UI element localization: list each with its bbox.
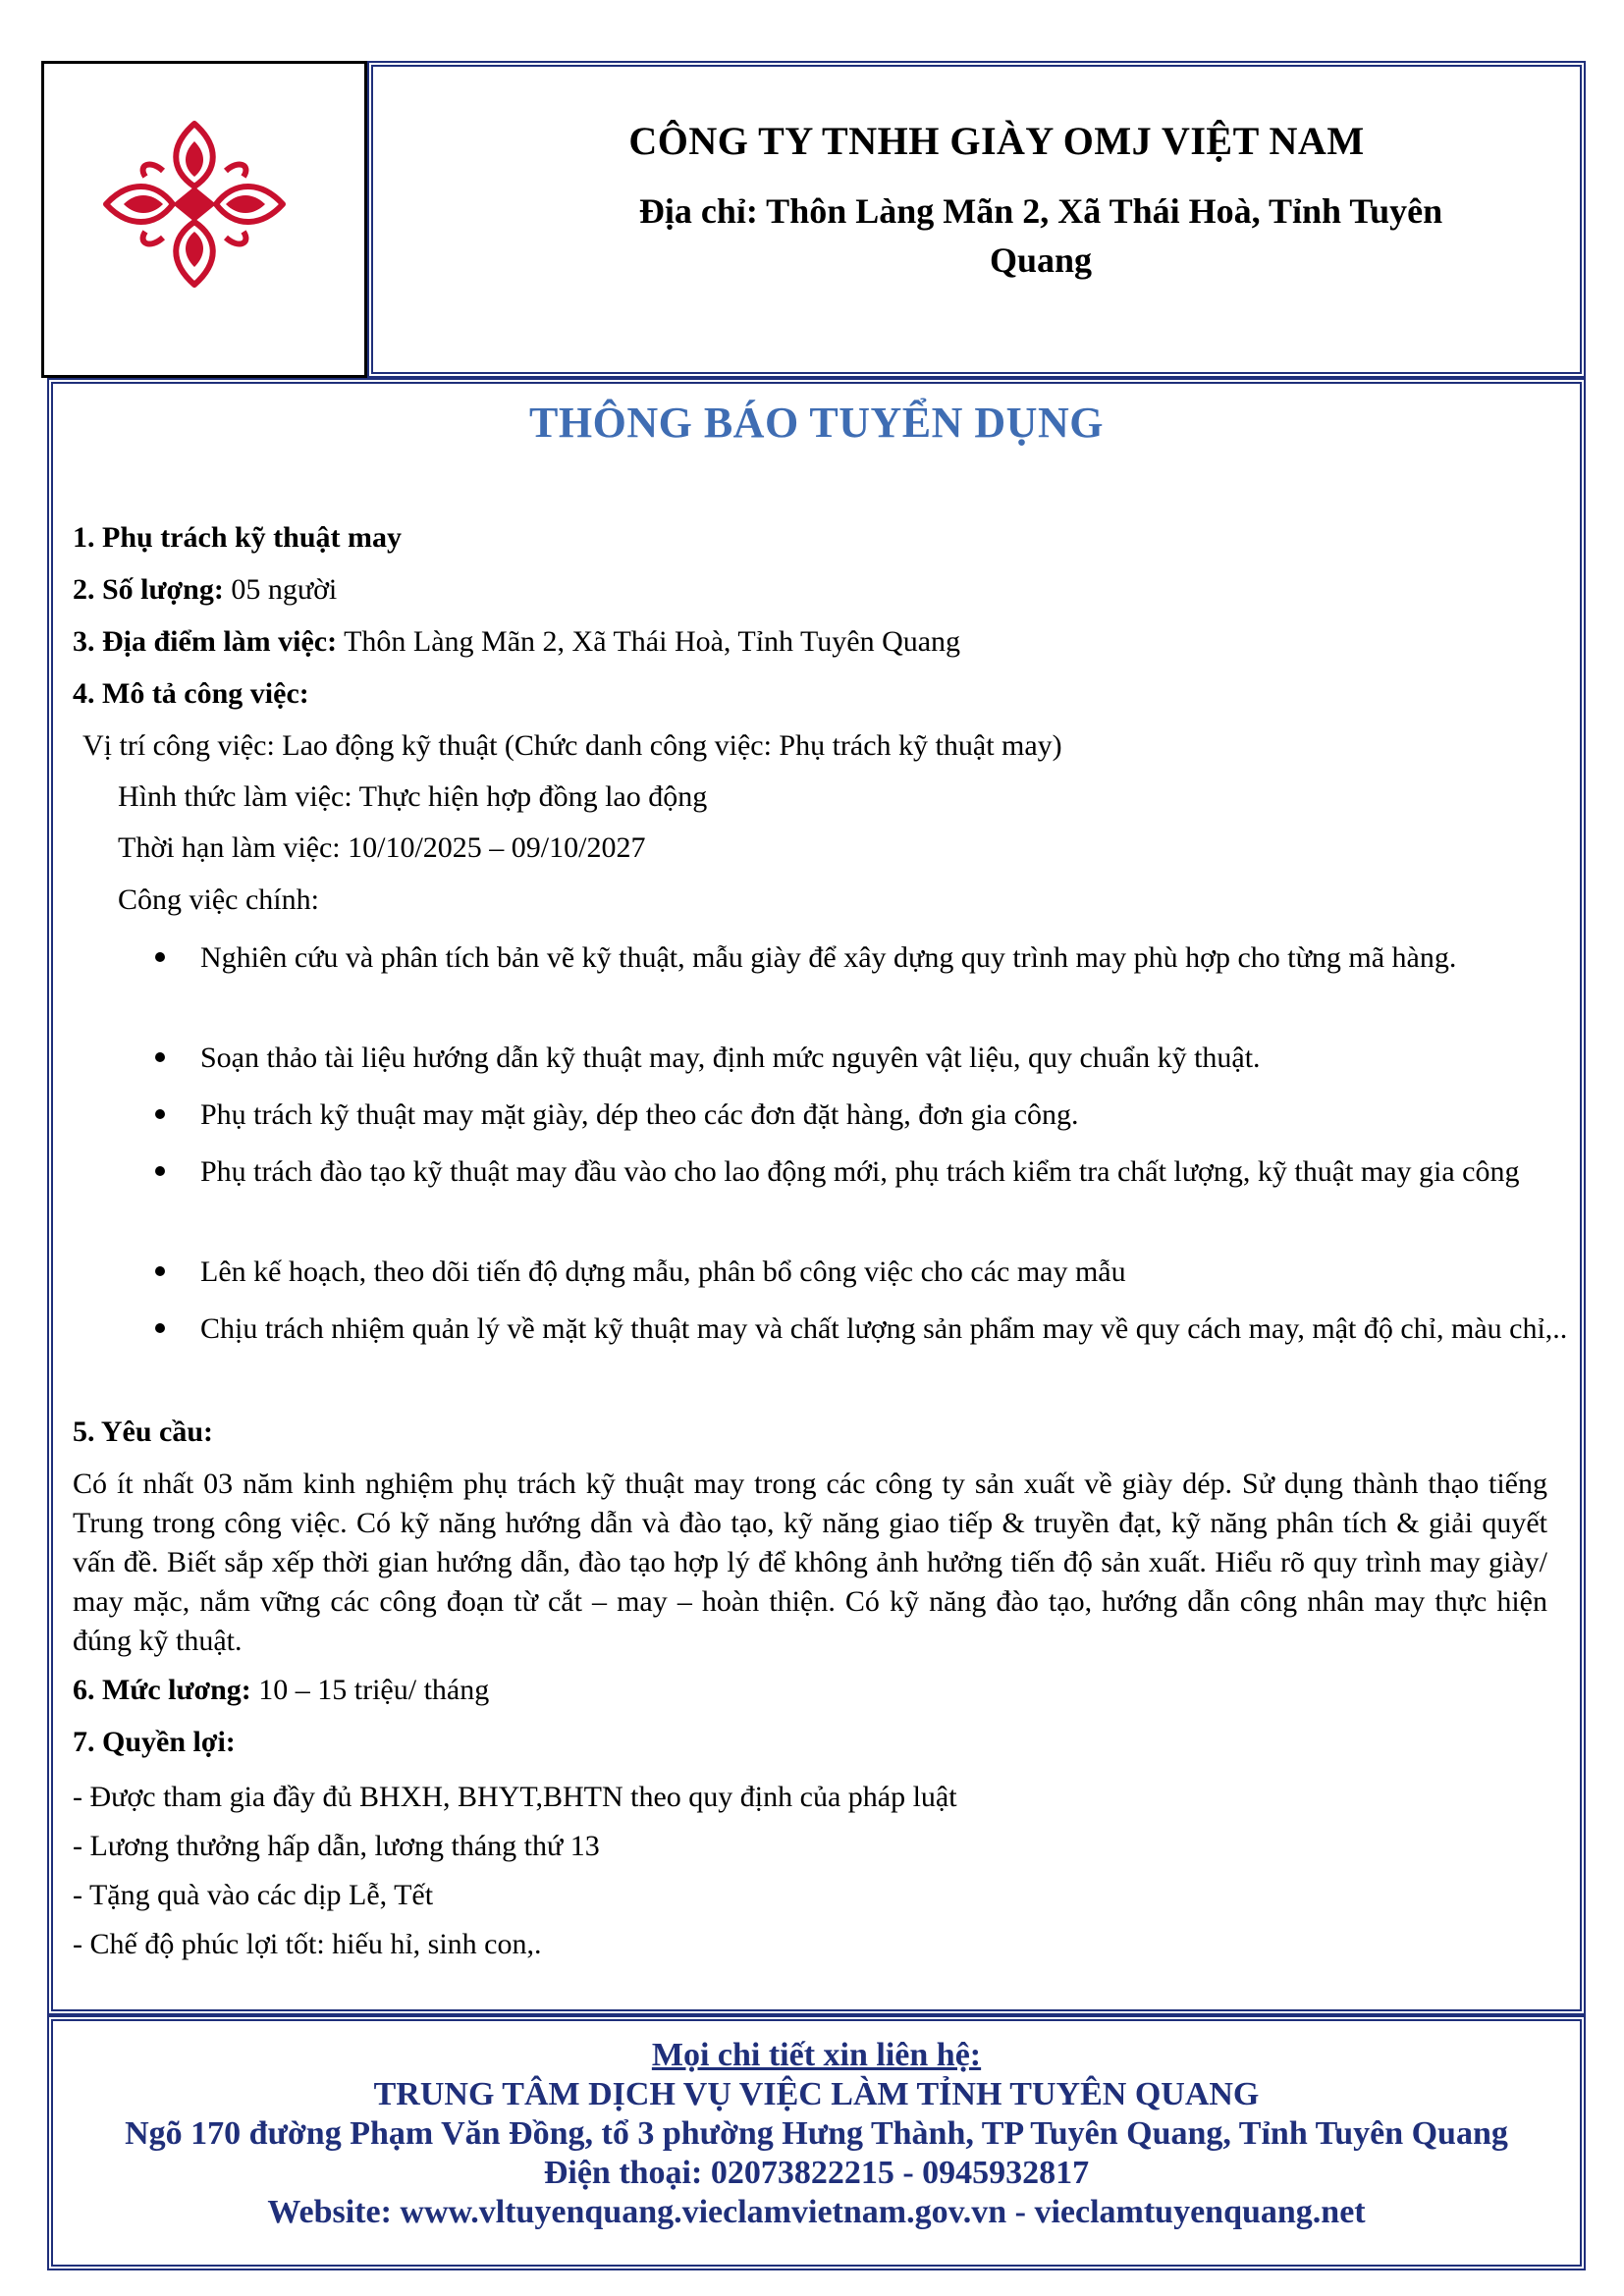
center-address: Ngõ 170 đường Phạm Văn Đồng, tổ 3 phường Hưng Thành, TP Tuyên Quang, Tỉnh Tuyên Quang [125,2115,1508,2152]
task-item: Phụ trách kỹ thuật may mặt giày, dép theo các đơn đặt hàng, đơn gia công. [200,1095,1619,1135]
contact-phone: Điện thoại: 02073822215 - 0945932817 [543,2155,1090,2191]
benefit-item: - Tặng quà vào các dịp Lễ, Tết [73,1879,434,1911]
company-address-line-2: Quang [989,240,1093,280]
work-duration: Thời hạn làm việc: 10/10/2025 – 09/10/2027 [118,831,646,864]
task-item: Soạn thảo tài liệu hướng dẫn kỹ thuật may, định mức nguyên vật liệu, quy chuẩn kỹ thuật. [200,1039,1619,1078]
contact-website: Website: www.vltuyenquang.vieclamvietnam.gov.vn - vieclamtuyenquang.net [267,2194,1366,2230]
work-form: Hình thức làm việc: Thực hiện hợp đồng lao động [118,780,708,813]
task-item: Lên kế hoạch, theo dõi tiến độ dựng mẫu, phân bổ công việc cho các may mẫu [200,1253,1619,1292]
contact-footer [47,2036,1586,2232]
task-item: Chịu trách nhiệm quản lý về mặt kỹ thuật may và chất lượng sản phẩm may về quy cách may, mật độ chỉ, màu chỉ,.. [200,1309,1619,1349]
benefit-item: - Chế độ phúc lợi tốt: hiếu hỉ, sinh con,. [73,1928,542,1960]
section-5-heading: 5. Yêu cầu: [73,1415,214,1448]
notice-title: THÔNG BÁO TUYỂN DỤNG [529,399,1104,447]
bullet-icon [155,1166,165,1176]
company-address [550,187,1532,285]
section-6-label: 6. Mức lương: [73,1674,251,1706]
task-item: Phụ trách đào tạo kỹ thuật may đầu vào cho lao động mới, phụ trách kiểm tra chất lượng, kỹ thuật may gia công [200,1152,1619,1192]
main-tasks-label: Công việc chính: [118,883,319,916]
section-2-label: 2. Số lượng: [73,573,224,606]
section-3-value: Thôn Làng Mãn 2, Xã Thái Hoà, Tỉnh Tuyên Quang [337,625,961,658]
section-6-value: 10 – 15 triệu/ tháng [250,1674,490,1706]
section-2 [73,570,337,610]
section-3-label: 3. Địa điểm làm việc: [73,625,338,658]
center-name: TRUNG TÂM DỊCH VỤ VIỆC LÀM TỈNH TUYÊN QUANG [373,2076,1260,2112]
company-address-line-1: Địa chỉ: Thôn Làng Mãn 2, Xã Thái Hoà, Tỉnh Tuyên [638,191,1443,231]
bullet-icon [155,1323,165,1333]
task-item: Nghiên cứu và phân tích bản vẽ kỹ thuật, mẫu giày để xây dựng quy trình may phù hợp cho từng mã hàng. [200,938,1619,978]
benefit-item: - Lương thưởng hấp dẫn, lương tháng thứ 13 [73,1830,600,1862]
section-2-value: 05 người [223,573,338,606]
section-3 [73,622,960,662]
company-name: CÔNG TY TNHH GIÀY OMJ VIỆT NAM [628,119,1365,163]
bullet-icon [155,952,165,962]
section-4-heading: 4. Mô tả công việc: [73,677,309,710]
section-1-heading: 1. Phụ trách kỹ thuật may [73,521,403,554]
bullet-icon [155,1109,165,1119]
job-position: Vị trí công việc: Lao động kỹ thuật (Chức danh công việc: Phụ trách kỹ thuật may) [82,729,1062,762]
contact-label: Mọi chi tiết xin liên hệ: [651,2037,982,2073]
bullet-icon [155,1052,165,1062]
benefit-item: - Được tham gia đầy đủ BHXH, BHYT,BHTN theo quy định của pháp luật [73,1781,957,1813]
bullet-icon [155,1266,165,1276]
lotus-logo-icon [67,116,322,293]
section-7-heading: 7. Quyền lợi: [73,1726,236,1758]
requirements-text: Có ít nhất 03 năm kinh nghiệm phụ trách kỹ thuật may trong các công ty sản xuất về giày dép. Sử dụng thành thạo tiếng Trung trong công việc. Có kỹ năng hướng dẫn và đào tạo, kỹ năng giao tiếp & truyền đạt, kỹ năng phân tích & giải quyết vấn đề. Biết sắp xếp thời gian hướng dẫn, đào tạo hợp lý để không ảnh hưởng tiến độ sản xuất. Hiểu rõ quy trình may giày/ may mặc, nắm vững các công đoạn từ cắt – may – hoàn thiện. Có kỹ năng đào tạo, hướng dẫn công nhân may thực hiện đúng kỹ thuật. [73,1468,1547,1657]
section-6 [73,1671,489,1710]
